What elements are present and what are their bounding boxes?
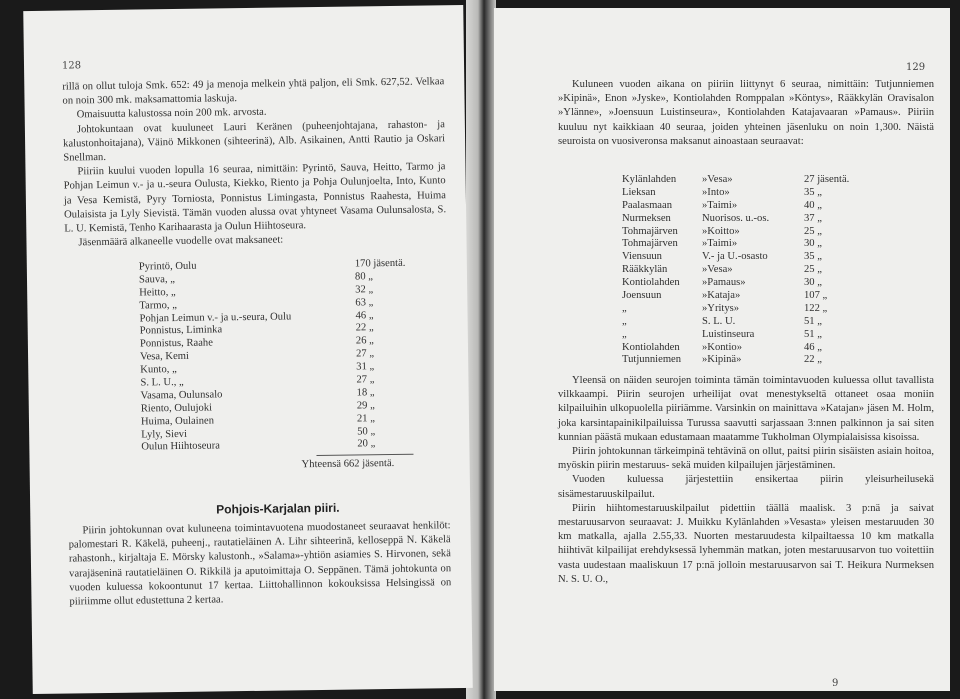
club-name: »Vesa» xyxy=(702,174,733,185)
page-number: 128 xyxy=(61,60,82,72)
table-row xyxy=(622,329,902,342)
right-page xyxy=(494,8,950,691)
club-name: Nuorisos. u.-os. xyxy=(702,212,770,224)
paragraph: Kuluneen vuoden aikana on piiriin liittynyt 6 seuraa, nimittäin: Tutjunniemen »Kipinä», Enon »Jyske», Kontiolahden Romppalan »Köntys», Rääkkylän Oravisalon »Ylänne», »Joensuun Luistinseura», Kontiolahden Katajavaaran »Pamaus». Piiriin kuuluu nyt kaikkiaan 40 seuraa, joiden yhteinen jäsenluku on noin 1,300. Näistä seuroista on vuosiveronsa maksanut ainoastaan seuraavat: xyxy=(558,79,934,147)
section-heading: Pohjois-Karjalan piiri. xyxy=(216,500,340,517)
member-count: 37 „ xyxy=(804,212,822,224)
club-name: S. L. U. xyxy=(702,315,736,327)
footer-mark: 9 xyxy=(832,678,839,689)
right-text-bottom xyxy=(558,374,934,587)
club-name: Huima, Oulainen xyxy=(140,415,215,428)
paragraph: rillä on ollut tuloja Smk. 652: 49 ja menoja melkein yhtä paljon, eli Smk. 627,52. Velkaa on noin 300 mk. maksamattomia laskuja. xyxy=(62,76,445,107)
member-count: 35 „ xyxy=(804,251,822,263)
table-row xyxy=(622,342,902,355)
club-place: „ xyxy=(622,315,627,327)
member-count: 26 „ xyxy=(355,335,374,347)
club-name: Oulun Hiihtoseura xyxy=(141,440,220,453)
table-row xyxy=(622,238,902,251)
table-row xyxy=(622,187,902,200)
paragraph: Piirin johtokunnan tärkeimpinä tehtävinä on ollut, paitsi piirin sisäisten asiain hoitoa, myöskin piirin mestaruus- sekä muiden kilpailujen järjestäminen. xyxy=(558,446,934,472)
member-count: 46 „ xyxy=(804,341,822,353)
club-name: Kunto, „ xyxy=(140,364,177,376)
club-name: Vasama, Oulunsalo xyxy=(140,389,223,402)
club-place: Tutjunniemen xyxy=(622,354,682,366)
club-name: »Kataja» xyxy=(702,290,741,302)
paragraph: Vuoden kuluessa järjestettiin ensikertaa piirin yleisurheilusekä sisämestaruuskilpailut. xyxy=(558,474,934,500)
left-page xyxy=(23,5,472,694)
member-count: 27 „ xyxy=(356,374,375,386)
club-name: Ponnistus, Liminka xyxy=(139,324,223,337)
club-name: »Yritys» xyxy=(702,302,740,314)
table-row xyxy=(622,316,902,329)
club-name: Pyrintö, Oulu xyxy=(138,260,197,273)
club-place: Tohmajärven xyxy=(622,225,678,237)
paragraph: Piiriin kuului vuoden lopulla 16 seuraa, nimittäin: Pyrintö, Sauva, Heitto, Tarmo ja Pohjan Leimun v.- ja u.-seura Oulusta, Kiekko, Riento ja Pohja Oulunjoelta, Into, Kunto ja Vesa Kemistä, Pyry Torniosta, Ponnistus Limingasta, Ponnistus Raahesta, Huima Oulaisista ja Lyly Sievistä. Tämän vuoden alussa ovat yhtyneet Vasama Oulunsalosta, S. L. U. Kemistä, Tenho Karihaarasta ja Oulun Hiihtoseura. xyxy=(63,161,447,235)
club-place: Tohmajärven xyxy=(622,238,678,250)
clubs-table xyxy=(622,174,902,367)
table-row xyxy=(622,264,902,277)
table-row xyxy=(622,251,902,264)
member-count: 29 „ xyxy=(356,400,375,412)
paragraph: Omaisuutta kalustossa noin 200 mk. arvosta. xyxy=(76,107,267,121)
club-place: „ xyxy=(622,328,627,340)
club-place: Kontiolahden xyxy=(622,277,680,289)
right-text-top xyxy=(558,78,934,149)
member-count: 170 jäsentä. xyxy=(354,257,406,270)
club-place: Paalasmaan xyxy=(622,199,673,211)
club-name: Sauva, „ xyxy=(138,273,175,286)
member-count: 22 „ xyxy=(804,354,822,366)
paragraph: Piirin johtokunnan ovat kuluneena toimintavuotena muodostaneet seuraavat henkilöt: palomestari R. Käkelä, puheenj., rautatieläinen A. Lihr sihteerinä, kelloseppä N. Käkelä rahastonh., kirjaltaja E. Mörsky kalustonh., »Salama»-yhtiön asiamies S. Hirvonen, sekä varajäseninä rautatieläinen O. Rikkilä ja aputoimittaja O. Seppänen. Tämä johtokunta on vuoden kuluessa kokoontunut 17 kertaa. Liittohallinnon kokouksissa Helsingissä on piiriimme ollut edustettuna 2 kertaa. xyxy=(68,520,452,608)
table-row xyxy=(622,290,902,303)
member-count: 50 „ xyxy=(357,425,376,438)
club-place: Nurmeksen xyxy=(622,212,671,224)
club-place: Rääkkylän xyxy=(622,264,668,276)
club-name: Tarmo, „ xyxy=(139,299,177,312)
club-name: Riento, Oulujoki xyxy=(140,402,213,415)
club-place: Lieksan xyxy=(622,186,656,198)
member-count: 21 „ xyxy=(356,412,376,425)
club-name: Heitto, „ xyxy=(139,286,176,299)
club-place: Joensuun xyxy=(622,290,662,302)
member-count: 25 „ xyxy=(804,264,822,276)
table-row xyxy=(141,438,431,455)
club-place: Kylänlahden xyxy=(622,174,677,185)
member-count: 40 „ xyxy=(804,199,822,211)
member-count: 107 „ xyxy=(804,290,828,302)
club-name: Vesa, Kemi xyxy=(140,351,190,363)
member-count: 46 „ xyxy=(355,309,374,322)
member-count: 25 „ xyxy=(804,225,822,237)
table-row xyxy=(622,226,902,239)
club-name: Ponnistus, Raahe xyxy=(139,337,213,350)
paragraph: Yleensä on näiden seurojen toiminta tämän toimintavuoden kuluessa ollut tavallista vilkkaampi. Piirin seurojen urheilijat ovat menestykseltä ottaneet osaa moniin kilpailuihin ulkopuolella piiriämme. Varsinkin on mainittava »Katajan» jäsen M. Holm, joka karsintapainikilpailuissa Turussa saavutti sarjassaan 3:nnen palkinnon ja sai siten kunnian päästä mukaan edustamaan maatamme Tukholman Olympialaisissa kisoissa. xyxy=(558,375,934,443)
paragraph: Jäsenmäärä alkaneelle vuodelle ovat maksaneet: xyxy=(78,234,284,249)
members-table xyxy=(139,257,432,454)
member-count: 27 jäsentä. xyxy=(804,174,850,185)
club-name: »Pamaus» xyxy=(702,277,746,289)
left-text-bottom xyxy=(68,519,451,610)
club-name: Lyly, Sievi xyxy=(141,428,188,441)
table-row xyxy=(622,303,902,316)
club-place: Kontiolahden xyxy=(622,341,680,353)
table-row xyxy=(622,277,902,290)
paragraph: Johtokuntaan ovat kuuluneet Lauri Keränen (puheenjohtajana, rahaston- ja kalustonhoitajana), Väinö Mikkonen (sihteerinä), Alb. Asikainen, Antti Rautio ja Oskari Snellman. xyxy=(63,118,446,164)
club-name: S. L. U., „ xyxy=(140,376,184,389)
member-count: 30 „ xyxy=(804,277,822,289)
table-row xyxy=(622,354,902,367)
paragraph: Piirin hiihtomestaruuskilpailut pidettiin täällä maalisk. 3 p:nä ja saivat mestaruusarvon seuraavat: J. Muikku Kylänlahden »Vesasta» yleisen mestaruuden 30 km matkalla, ajalla 2.55,33. Nuorten mestaruudesta kilpailtaessa 10 km matkalla hiihtivät kilpailijat erehdyksessä lyhemmän matkan, joten mestaruusarvon tuo voitettiin vasta uudestaan maaliskuun 17 p:nä jolloin mestaruusarvon sai T. Heikura Nurmeksen N. S. U. O., xyxy=(558,502,934,585)
member-count: 32 „ xyxy=(355,284,374,296)
members-total: Yhteensä 662 jäsentä. xyxy=(301,457,395,471)
member-count: 18 „ xyxy=(356,387,375,399)
club-name: Pohjan Leimun v.- ja u.-seura, Oulu xyxy=(139,310,292,325)
club-name: »Taimi» xyxy=(702,199,738,211)
table-row xyxy=(622,174,902,187)
member-count: 31 „ xyxy=(356,361,375,373)
club-name: V.- ja U.-osasto xyxy=(702,251,768,263)
club-name: »Kontio» xyxy=(702,341,743,353)
member-count: 22 „ xyxy=(355,322,374,334)
member-count: 51 „ xyxy=(804,315,822,327)
member-count: 80 „ xyxy=(354,271,374,283)
club-name: »Into» xyxy=(702,186,730,198)
club-name: »Taimi» xyxy=(702,238,738,250)
club-name: »Koitto» xyxy=(702,225,740,237)
club-name: »Kipinä» xyxy=(702,354,742,366)
left-text-top xyxy=(62,75,446,251)
club-name: »Vesa» xyxy=(702,264,733,276)
member-count: 122 „ xyxy=(804,302,828,314)
table-row xyxy=(622,200,902,213)
member-count: 35 „ xyxy=(804,186,822,198)
member-count: 27 „ xyxy=(355,348,375,360)
member-count: 20 „ xyxy=(357,438,376,450)
table-row xyxy=(622,213,902,226)
member-count: 51 „ xyxy=(804,328,822,340)
page-number: 129 xyxy=(906,62,926,73)
club-place: „ xyxy=(622,302,627,314)
total-rule xyxy=(316,454,413,456)
club-place: Viensuun xyxy=(622,251,662,263)
club-name: Luistinseura xyxy=(702,328,755,340)
member-count: 63 „ xyxy=(355,296,374,309)
member-count: 30 „ xyxy=(804,238,822,250)
